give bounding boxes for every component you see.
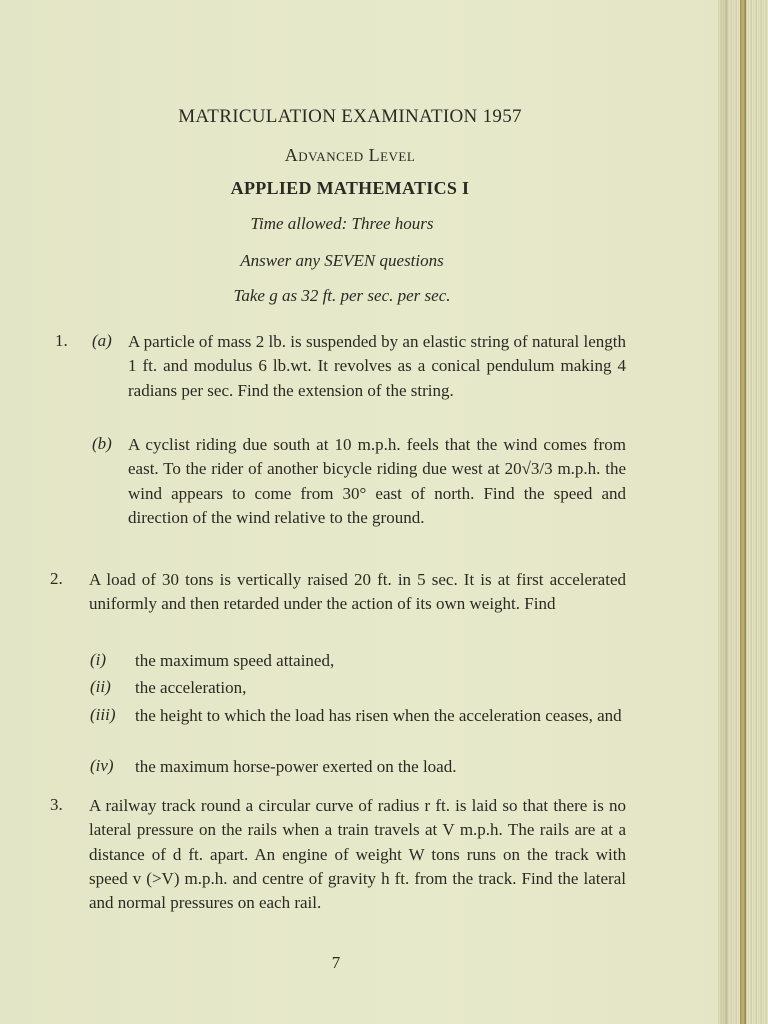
question-2-i-label: (i) [90, 650, 107, 669]
page-number: 7 [331, 953, 341, 972]
exam-level [0, 145, 700, 166]
page-edge-shadow [718, 0, 728, 1024]
question-2-iv-text: the maximum horse-power exerted on the load. [135, 757, 457, 776]
question-1-number: 1. [55, 331, 68, 350]
exam-title: MATRICULATION EXAMINATION 1957 [178, 106, 522, 127]
question-3-number: 3. [50, 795, 63, 814]
question-1a-text: A particle of mass 2 lb. is suspended by an elastic string of natural length 1 ft. and modulus 6 lb.wt. It revolves as a conical pendulum making 4 radians per sec. Find the extension of the string. [128, 332, 626, 400]
question-2-iv-label: (iv) [90, 756, 114, 775]
question-2-iii-text: the height to which the load has risen when the acceleration ceases, and [135, 706, 622, 725]
question-3-text: A railway track round a circular curve of radius r ft. is laid so that there is no lateral pressure on the rails when a train travels at V m.p.h. The rails are at a distance of d ft. apart. An engine of weight W tons runs on the track with speed v (>V) m.p.h. and centre of gravity h ft. from the track. Find the lateral and normal pressures on each rail. [89, 796, 626, 913]
exam-subject: APPLIED MATHEMATICS I [230, 178, 470, 198]
question-2-number: 2. [50, 569, 63, 588]
question-1b-label: (b) [92, 434, 112, 453]
time-allowed: Time allowed: Three hours [250, 214, 434, 233]
question-2-iii-label: (iii) [90, 705, 116, 724]
question-1b-text: A cyclist riding due south at 10 m.p.h. feels that the wind comes from east. To the rider of another bicycle riding due west at 20√3/3 m.p.h. the wind appears to come from 30° east of north. Find the speed and direction of the wind relative to the ground. [128, 435, 626, 527]
book-binding-edge [740, 0, 746, 1024]
question-1a-label: (a) [92, 331, 112, 350]
question-2-i-text: the maximum speed attained, [135, 651, 335, 670]
question-2-ii-label: (ii) [90, 677, 111, 696]
question-2-text: A load of 30 tons is vertically raised 20 ft. in 5 sec. It is at first accelerated uniformly and then retarded under the action of its own weight. Find [89, 570, 626, 614]
gravity-constant: Take g as 32 ft. per sec. per sec. [233, 286, 451, 305]
exam-level-text: Advanced Level [284, 145, 416, 165]
exam-instruction: Answer any SEVEN questions [240, 251, 444, 270]
book-page-edges [718, 0, 768, 1024]
question-2-ii-text: the acceleration, [135, 678, 247, 697]
